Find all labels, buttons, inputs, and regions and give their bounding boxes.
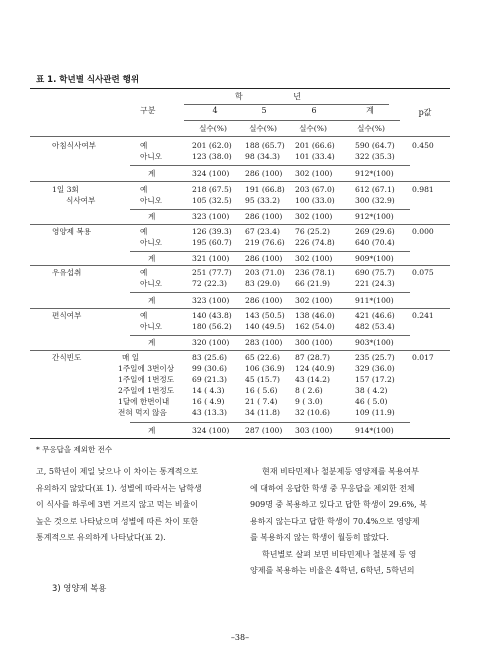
cell: 201 (66.6) <box>295 141 335 150</box>
cell: 912*(100) <box>355 212 394 221</box>
header-total: 계 <box>366 106 374 115</box>
cell: 180 (56.2) <box>192 322 232 331</box>
cell: 9 ( 3.0) <box>295 397 323 406</box>
cell: 690 (75.7) <box>355 268 395 277</box>
cell: 188 (65.7) <box>245 141 285 150</box>
cell: 612 (67.1) <box>355 185 395 194</box>
group-name: 1일 3회 <box>52 185 79 194</box>
row-label: 예 <box>140 268 148 277</box>
cell: 195 (60.7) <box>192 238 232 247</box>
cell: 45 (15.7) <box>245 375 280 384</box>
group-name: 영양제 복용 <box>52 227 92 236</box>
p-value: 0.017 <box>412 353 434 362</box>
cell: 98 (34.3) <box>245 152 280 161</box>
cell: 87 (28.7) <box>295 353 330 362</box>
cell: 109 (11.9) <box>355 408 395 417</box>
row-label: 2주일에 1번정도 <box>118 386 175 395</box>
row-label: 1주일에 3번이상 <box>118 364 175 373</box>
row-label: 예 <box>140 141 148 150</box>
cell: 286 (100) <box>245 169 283 178</box>
cell: 300 (32.9) <box>355 196 395 205</box>
cell: 140 (43.8) <box>192 311 232 320</box>
row-label: 예 <box>140 227 148 236</box>
table-title: 표 1. 학년별 식사관련 행위 <box>36 75 140 85</box>
cell: 105 (32.5) <box>192 196 232 205</box>
cell: 100 (33.0) <box>295 196 335 205</box>
cell: 38 ( 4.2) <box>355 386 388 395</box>
cell: 157 (17.2) <box>355 375 395 384</box>
cell: 32 (10.6) <box>295 408 330 417</box>
cell: 106 (36.9) <box>245 364 285 373</box>
cell: 286 (100) <box>245 296 283 305</box>
cell: 124 (40.9) <box>295 364 335 373</box>
cell: 903*(100) <box>355 338 394 347</box>
cell: 83 (29.0) <box>245 279 280 288</box>
cell: 322 (35.3) <box>355 152 395 161</box>
cell: 101 (33.4) <box>295 152 335 161</box>
row-label: 아니오 <box>140 279 163 288</box>
body-text-right: 현재 비타민제나 철분제등 영양제를 복용여부 에 대하여 응답한 학생 중 무응답을 제외한 전체 909명 중 복용하고 있다고 답한 학생이 29.6%, 복 용하지 않는다고 답한 학생이 70.4%으로 영양제 를 복용하지 않는 학생이 월등히 많았다. 학년별로 살펴 보면 비타민제나 철분제 등 영 양제를 복용하는 비율은 4학년, 6학년, 5학년의 <box>250 467 427 575</box>
cell: 302 (100) <box>295 169 333 178</box>
cell: 320 (100) <box>192 338 230 347</box>
cell: 46 ( 5.0) <box>355 397 388 406</box>
row-label: 아니오 <box>140 238 163 247</box>
header-grade-5: 5 <box>261 106 267 115</box>
table-footnote: * 무응답을 제외한 전수 <box>36 445 113 454</box>
cell: 203 (67.0) <box>295 185 335 194</box>
cell: 72 (22.3) <box>192 279 227 288</box>
cell: 302 (100) <box>295 254 333 263</box>
cell: 221 (24.3) <box>355 279 395 288</box>
cell: 76 (25.2) <box>295 227 330 236</box>
cell: 16 ( 4.9) <box>192 397 225 406</box>
table-top-rule <box>30 88 450 89</box>
cell: 83 (25.6) <box>192 353 227 362</box>
group-name: 편식여부 <box>52 311 82 320</box>
cell: 302 (100) <box>295 296 333 305</box>
cell: 95 (33.2) <box>245 196 280 205</box>
cell: 226 (74.8) <box>295 238 335 247</box>
cell: 329 (36.0) <box>355 364 395 373</box>
cell: 69 (21.3) <box>192 375 227 384</box>
row-label: 아니오 <box>140 322 163 331</box>
header-group: 구분 <box>140 106 156 115</box>
cell: 219 (76.6) <box>245 238 285 247</box>
header-grade-6: 6 <box>311 106 317 115</box>
cell: 300 (100) <box>295 338 333 347</box>
group-name: 아침식사여부 <box>52 141 97 150</box>
cell: 140 (49.5) <box>245 322 285 331</box>
header-grade-4: 4 <box>212 106 218 115</box>
cell: 286 (100) <box>245 254 283 263</box>
cell: 143 (50.5) <box>245 311 285 320</box>
row-label: 아니오 <box>140 196 163 205</box>
cell: 123 (38.0) <box>192 152 232 161</box>
cell: 421 (46.6) <box>355 311 395 320</box>
subhead: 실수(%) <box>299 124 327 133</box>
cell: 324 (100) <box>192 169 230 178</box>
group-name: 간식빈도 <box>52 353 82 362</box>
p-value: 0.075 <box>412 268 434 277</box>
subhead: 실수(%) <box>249 124 277 133</box>
cell: 21 ( 7.4) <box>245 397 278 406</box>
cell: 251 (77.7) <box>192 268 232 277</box>
cell: 321 (100) <box>192 254 230 263</box>
cell: 482 (53.4) <box>355 322 395 331</box>
cell: 34 (11.8) <box>245 408 280 417</box>
total-label: 계 <box>148 169 156 178</box>
header-grade: 학 년 <box>235 92 325 101</box>
cell: 914*(100) <box>355 426 394 435</box>
row-label: 전혀 먹지 않음 <box>118 408 167 417</box>
p-value: 0.981 <box>412 185 434 194</box>
total-label: 계 <box>148 296 156 305</box>
cell: 43 (14.2) <box>295 375 330 384</box>
cell: 911*(100) <box>355 296 394 305</box>
cell: 191 (66.8) <box>245 185 285 194</box>
p-value: 0.450 <box>412 141 434 150</box>
table-bottom-rule <box>30 438 450 439</box>
cell: 324 (100) <box>192 426 230 435</box>
cell: 201 (62.0) <box>192 141 232 150</box>
row-label: 예 <box>140 185 148 194</box>
cell: 66 (21.9) <box>295 279 330 288</box>
group-name: 우유섭취 <box>52 268 82 277</box>
header-p: p값 <box>418 108 432 117</box>
cell: 640 (70.4) <box>355 238 395 247</box>
cell: 218 (67.5) <box>192 185 232 194</box>
page-number: –38– <box>230 633 250 642</box>
cell: 236 (78.1) <box>295 268 335 277</box>
total-label: 계 <box>148 254 156 263</box>
group-name-2: 식사여부 <box>66 196 96 205</box>
cell: 912*(100) <box>355 169 394 178</box>
section-heading: 3) 영양제 복용 <box>52 583 107 593</box>
cell: 269 (29.6) <box>355 227 395 236</box>
cell: 303 (100) <box>295 426 333 435</box>
cell: 65 (22.6) <box>245 353 280 362</box>
subhead: 실수(%) <box>357 124 385 133</box>
p-value: 0.241 <box>412 311 434 320</box>
cell: 323 (100) <box>192 212 230 221</box>
cell: 287 (100) <box>245 426 283 435</box>
cell: 203 (71.0) <box>245 268 285 277</box>
cell: 283 (100) <box>245 338 283 347</box>
cell: 67 (23.4) <box>245 227 280 236</box>
p-value: 0.000 <box>412 227 434 236</box>
row-label: 매 일 <box>122 353 140 362</box>
row-label: 아니오 <box>140 152 163 161</box>
cell: 8 ( 2.6) <box>295 386 323 395</box>
cell: 302 (100) <box>295 212 333 221</box>
total-label: 계 <box>148 212 156 221</box>
cell: 235 (25.7) <box>355 353 395 362</box>
cell: 126 (39.3) <box>192 227 232 236</box>
body-text-left: 고, 5학년이 제일 낮으나 이 차이는 통계적으로 유의하지 않았다(표 1). 성별에 따라서는 남학생 이 식사를 하루에 3번 거르지 않고 먹는 비율이 높은 것으로 나타났으며 성별에 따른 차이 또한 통계적으로 유의하게 나타났다(표 2). <box>36 467 202 542</box>
row-label: 1달에 한번이내 <box>118 397 170 406</box>
total-label: 계 <box>148 426 156 435</box>
total-label: 계 <box>148 338 156 347</box>
cell: 286 (100) <box>245 212 283 221</box>
cell: 138 (46.0) <box>295 311 335 320</box>
cell: 99 (30.6) <box>192 364 227 373</box>
cell: 909*(100) <box>355 254 394 263</box>
cell: 16 ( 5.6) <box>245 386 278 395</box>
subhead: 실수(%) <box>199 124 227 133</box>
cell: 162 (54.0) <box>295 322 335 331</box>
row-label: 예 <box>140 311 148 320</box>
cell: 43 (13.3) <box>192 408 227 417</box>
row-label: 1주일에 1번정도 <box>118 375 175 384</box>
cell: 590 (64.7) <box>355 141 395 150</box>
cell: 323 (100) <box>192 296 230 305</box>
cell: 14 ( 4.3) <box>192 386 225 395</box>
